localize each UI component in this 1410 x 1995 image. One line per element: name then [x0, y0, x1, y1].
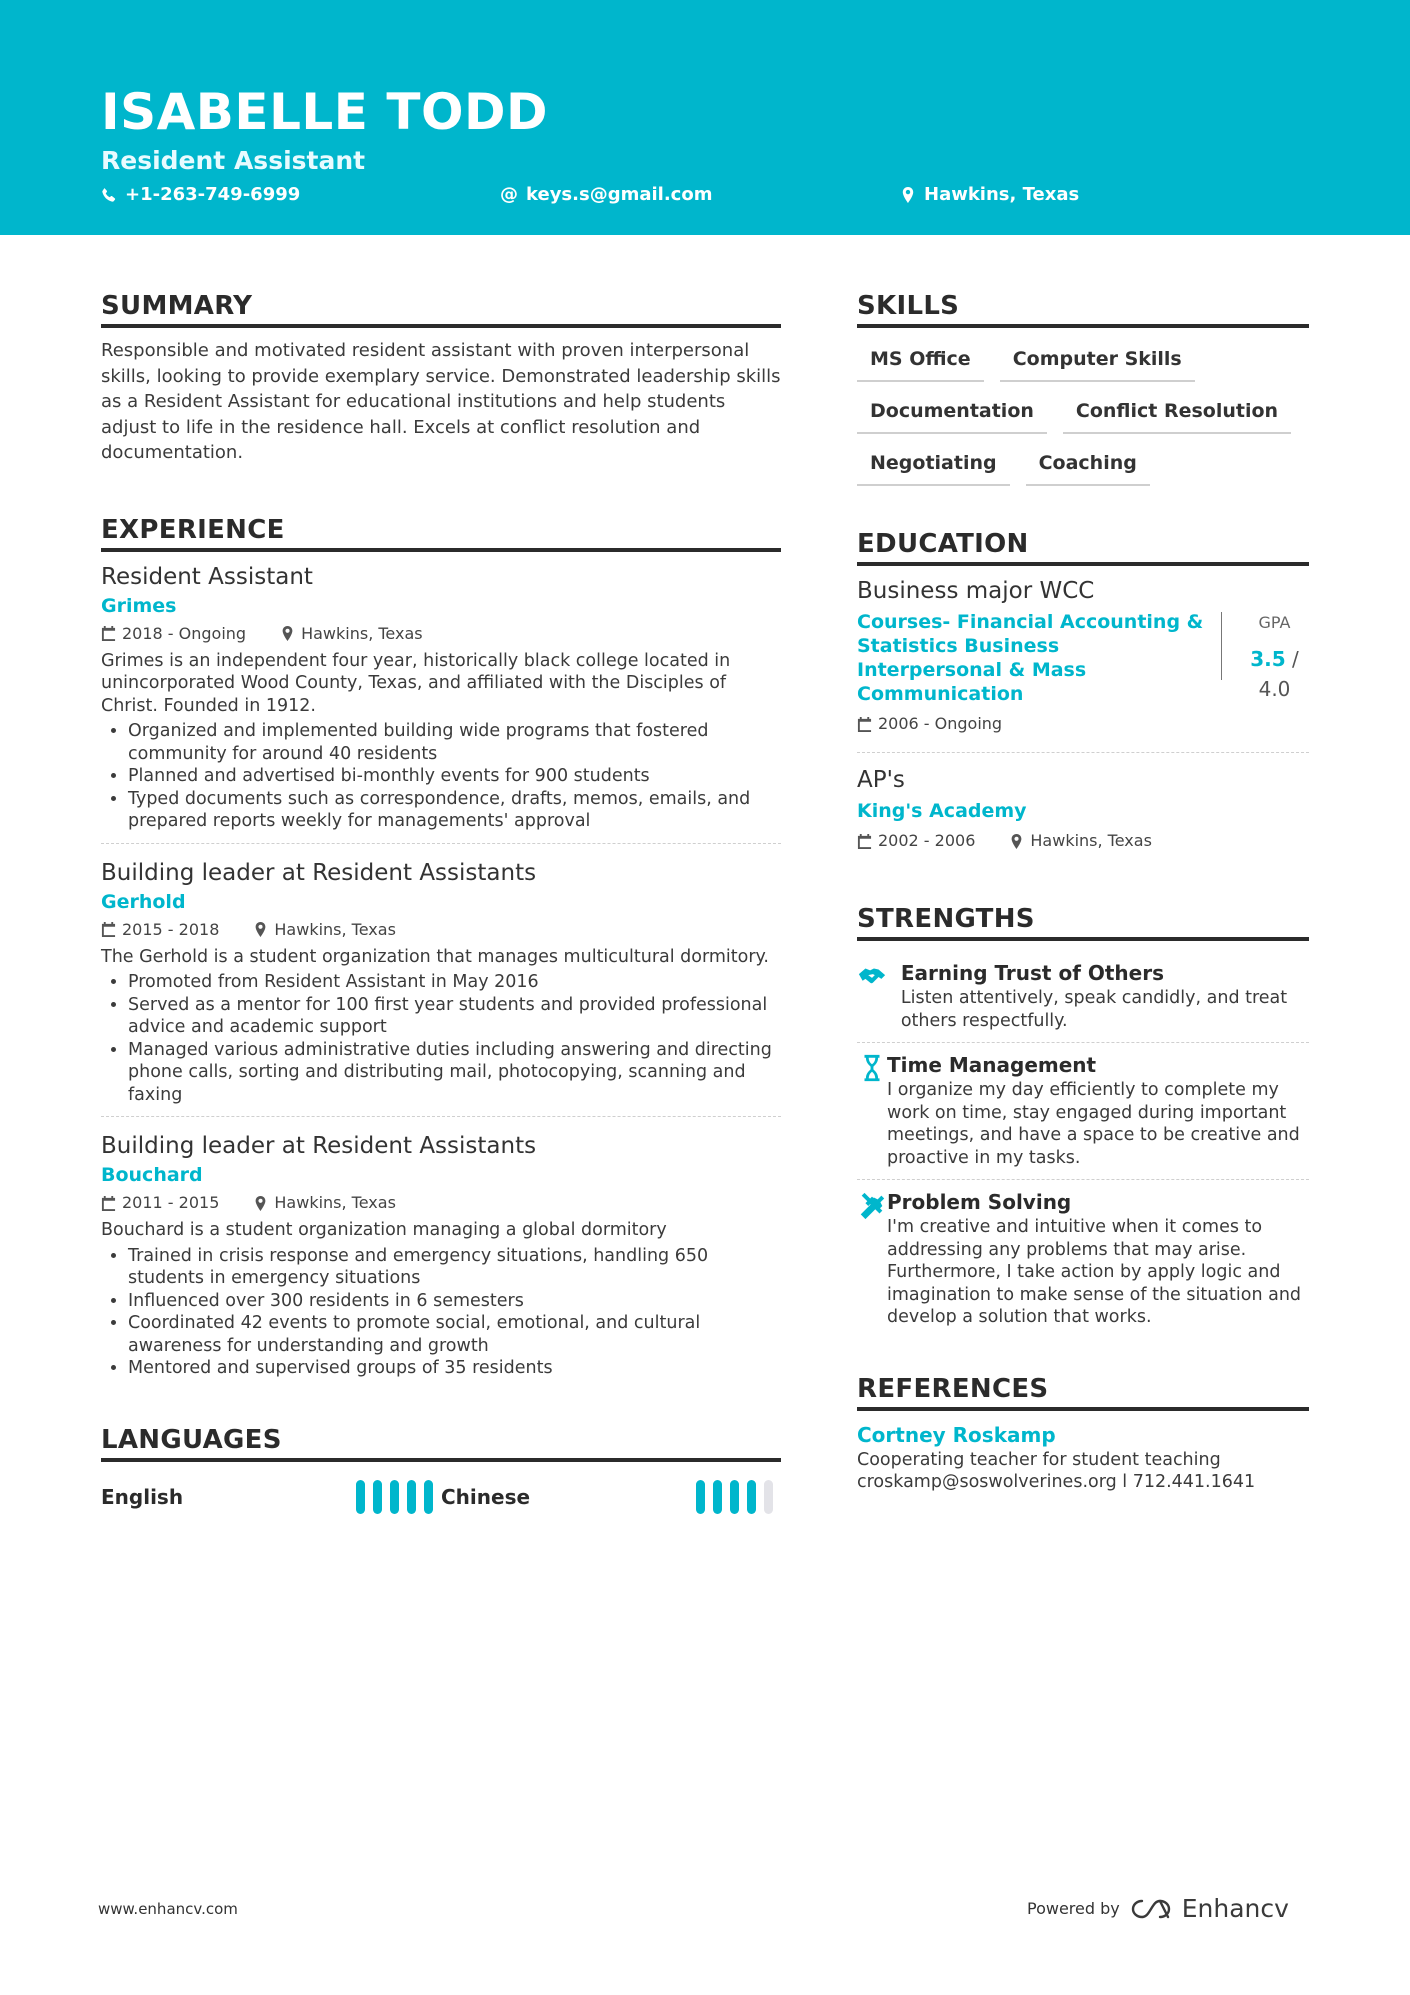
job-dates: 2018 - Ongoing [122, 623, 247, 643]
job-title: Building leader at Resident Assistants [101, 859, 537, 886]
school-name: King's Academy [857, 800, 1027, 822]
education-item [857, 765, 1309, 869]
location-text: Hawkins, Texas [924, 184, 1080, 205]
contact-phone [101, 182, 300, 208]
bullet-item: • Planned and advertised bi-monthly events for 900 students [128, 765, 781, 788]
strength-title: Time Management [887, 1053, 1097, 1077]
references-title: REFERENCES [857, 1373, 1309, 1411]
brand-name: Enhancv [1181, 1894, 1289, 1923]
contact-location [900, 182, 1079, 208]
reference-role: Cooperating teacher for student teaching [857, 1449, 1221, 1470]
level-bar-filled [747, 1480, 756, 1514]
education-row [857, 606, 1309, 740]
level-bar-filled [390, 1480, 399, 1514]
skill-tag: Computer Skills [1000, 344, 1195, 382]
location-pin-icon [253, 922, 268, 937]
skill-tag: Conflict Resolution [1063, 396, 1291, 434]
bullet-item: • Mentored and supervised groups of 35 residents [128, 1357, 781, 1380]
candidate-name: ISABELLE TODD [101, 83, 548, 141]
strength-desc: I'm creative and intuitive when it comes to addressing any problems that may arise. Furthermore, I take action by apply logic and imagination to make sense of the situation and develop a solution that works. [887, 1217, 1302, 1327]
bullet-item: • Served as a mentor for 100 first year students and provided professional advice and academic support [128, 994, 781, 1039]
contact-email [500, 182, 712, 208]
calendar-icon [857, 834, 872, 849]
reference-name: Cortney Roskamp [857, 1422, 1056, 1447]
powered-by-label: Powered by [1027, 1899, 1120, 1918]
education-title: EDUCATION [857, 528, 1309, 566]
education-dates: 2006 - Ongoing [878, 714, 1003, 733]
strength-icon-wrap [857, 1051, 887, 1169]
language-level [696, 1480, 773, 1514]
level-bar-filled [373, 1480, 382, 1514]
language-name: Chinese [441, 1484, 531, 1509]
location-pin-icon [1009, 834, 1024, 849]
education-meta [857, 712, 1207, 736]
strength-item [857, 951, 1309, 1043]
language-item [441, 1480, 781, 1514]
email-text: keys.s@gmail.com [526, 184, 713, 205]
strengths-section [857, 903, 1309, 1339]
gpa-box [1221, 612, 1309, 701]
language-level [356, 1480, 433, 1514]
phone-icon [101, 187, 117, 203]
bullet-item: • Typed documents such as correspondence, drafts, memos, emails, and prepared reports weekly for managements' approval [128, 788, 781, 833]
skills-list [857, 344, 1309, 486]
school-name: Courses- Financial Accounting & Statistics Business Interpersonal & Mass Communication [857, 611, 1204, 705]
skill-tag: Coaching [1026, 448, 1150, 486]
level-bar-filled [730, 1480, 739, 1514]
education-dates: 2002 - 2006 [878, 831, 976, 850]
strength-icon-wrap [857, 959, 901, 1032]
job-location: Hawkins, Texas [274, 1193, 396, 1212]
company-name: Grimes [101, 594, 177, 617]
languages-section [101, 1424, 781, 1514]
experience-section [101, 514, 781, 1390]
strength-desc: Listen attentively, speak candidly, and treat others respectfully. [900, 988, 1288, 1031]
location-pin-icon [900, 187, 916, 203]
skill-tag: MS Office [857, 344, 984, 382]
footer-branding [1027, 1894, 1289, 1923]
references-section [857, 1373, 1309, 1494]
job-meta [101, 622, 781, 646]
level-bar-empty [764, 1480, 773, 1514]
job-meta [101, 918, 781, 942]
strength-desc: I organize my day efficiently to complete my work on time, stay engaged during important meetings, and have a space to be creative and proactive in my tasks. [887, 1080, 1300, 1168]
level-bar-filled [696, 1480, 705, 1514]
footer-website[interactable]: www.enhancv.com [98, 1900, 238, 1918]
degree-title: AP's [857, 767, 905, 793]
skills-title: SKILLS [857, 290, 1309, 328]
gpa-separator: / [1292, 647, 1299, 671]
phone-text: +1-263-749-6999 [125, 184, 301, 205]
job-dates: 2015 - 2018 [122, 919, 220, 939]
gpa-value [1240, 644, 1309, 704]
enhancv-logo-icon [1130, 1898, 1176, 1920]
tools-icon [857, 1190, 887, 1220]
job-bullets [101, 1245, 781, 1380]
handshake-icon [857, 961, 887, 991]
level-bar-filled [424, 1480, 433, 1514]
strength-title: Earning Trust of Others [900, 961, 1164, 985]
education-item [857, 576, 1309, 753]
bullet-item: • Organized and implemented building wide programs that fostered community for around 40 residents [128, 720, 781, 765]
experience-title: EXPERIENCE [101, 514, 781, 552]
job-bullets [101, 971, 781, 1106]
experience-item [101, 1131, 781, 1390]
languages-list [101, 1480, 781, 1514]
company-name: Bouchard [101, 1164, 203, 1186]
strength-icon-wrap [857, 1188, 887, 1329]
reference-contact: croskamp@soswolverines.org l 712.441.1641 [857, 1472, 1256, 1492]
skills-section [857, 290, 1309, 486]
job-title: Building leader at Resident Assistants [101, 1133, 537, 1159]
bullet-item: • Trained in crisis response and emergency situations, handling 650 students in emergency situations [128, 1245, 781, 1290]
language-item [101, 1480, 441, 1514]
summary-section [101, 290, 781, 466]
location-pin-icon [280, 626, 295, 641]
strength-item [857, 1043, 1309, 1180]
level-bar-filled [356, 1480, 365, 1514]
candidate-role: Resident Assistant [101, 146, 366, 175]
summary-text: Responsible and motivated resident assistant with proven interpersonal skills, looking to provide exemplary service. Demonstrated leadership skills as a Resident Assistant for educational institutions and help students adjust to life in the residence hall. Excels at conflict resolution and documentation. [101, 340, 781, 463]
strength-title: Problem Solving [887, 1190, 1072, 1214]
gpa-max: 4.0 [1258, 677, 1291, 701]
experience-item [101, 562, 781, 844]
experience-item [101, 858, 781, 1118]
job-bullets [101, 720, 781, 833]
level-bar-filled [407, 1480, 416, 1514]
resume-header [0, 0, 1410, 235]
hourglass-icon [857, 1053, 887, 1083]
at-icon: @ [500, 184, 518, 205]
degree-title: Business major WCC [857, 578, 1095, 604]
education-section [857, 528, 1309, 869]
bullet-item: • Managed various administrative duties including answering and directing phone calls, sorting and distributing mail, photocopying, scanning and faxing [128, 1039, 781, 1107]
company-name: Gerhold [101, 890, 186, 913]
calendar-icon [101, 626, 116, 641]
job-meta [101, 1191, 781, 1215]
skill-tag: Negotiating [857, 448, 1010, 486]
level-bar-filled [713, 1480, 722, 1514]
skill-tag: Documentation [857, 396, 1047, 434]
gpa-label: GPA [1258, 613, 1291, 632]
bullet-item: • Influenced over 300 residents in 6 semesters [128, 1290, 781, 1313]
education-meta [857, 829, 1309, 853]
job-location: Hawkins, Texas [301, 623, 423, 643]
calendar-icon [101, 922, 116, 937]
location-pin-icon [253, 1196, 268, 1211]
bullet-item: • Coordinated 42 events to promote social, emotional, and cultural awareness for understanding and growth [128, 1312, 781, 1357]
job-description: Grimes is an independent four year, historically black college located in unincorporated Wood County, Texas, and affiliated with the Disciples of Christ. Founded in 1912. [101, 650, 731, 716]
calendar-icon [101, 1196, 116, 1211]
languages-title: LANGUAGES [101, 1424, 781, 1462]
right-column [857, 290, 1309, 1494]
job-dates: 2011 - 2015 [122, 1193, 220, 1212]
calendar-icon [857, 717, 872, 732]
bullet-item: • Promoted from Resident Assistant in May 2016 [128, 971, 781, 994]
left-column [101, 290, 781, 1514]
job-description: The Gerhold is a student organization that manages multicultural dormitory. [101, 946, 769, 967]
gpa-score: 3.5 [1250, 647, 1286, 671]
brand-logo[interactable] [1130, 1894, 1289, 1923]
strength-item [857, 1180, 1309, 1339]
job-description: Bouchard is a student organization managing a global dormitory [101, 1220, 667, 1240]
education-location: Hawkins, Texas [1030, 831, 1152, 850]
job-title: Resident Assistant [101, 563, 313, 590]
language-name: English [101, 1484, 184, 1509]
job-location: Hawkins, Texas [274, 919, 396, 939]
summary-title: SUMMARY [101, 290, 781, 328]
strengths-title: STRENGTHS [857, 903, 1309, 941]
